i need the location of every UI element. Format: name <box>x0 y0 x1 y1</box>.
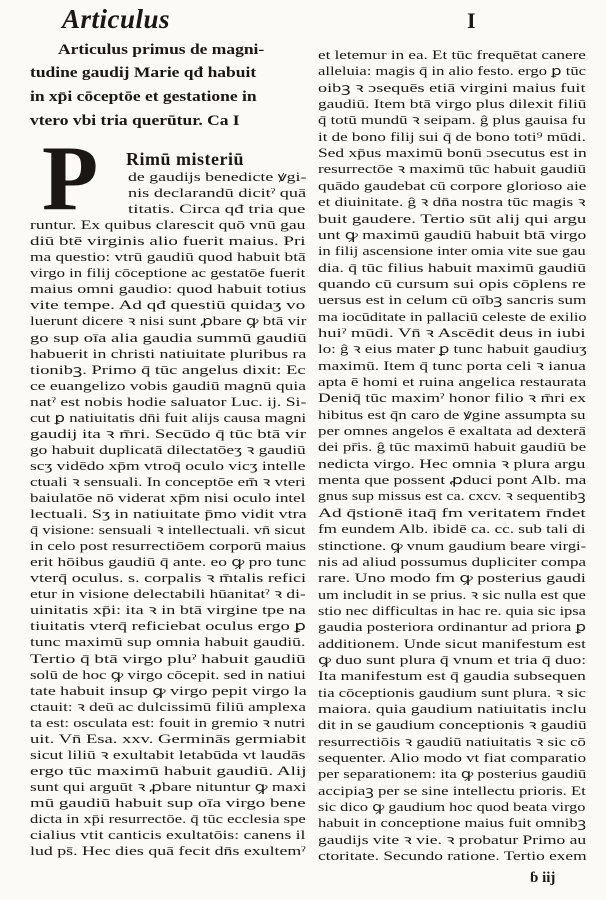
text-line: unt ꝙ maximū gaudiū habuit btā virgo <box>318 227 587 242</box>
text-line: gnus sup missus est ca. cxcv. ꝛ sequentibꝫ <box>318 489 586 504</box>
text-line: ctoritate. Secundo ratione. Tertio exem <box>318 849 587 864</box>
text-line: Deniq̄ tūc maximˀ honor filio ꝛ m̄ri ex <box>318 391 587 406</box>
text-line: accipiaꝫ per se sine intellectu prioris. Et <box>318 783 586 798</box>
text-line: nis ad aliud possumus dupliciter compa <box>318 554 587 569</box>
text-line: gaudij ita ꝛ m̄ri. Secūdo q̄ tūc btā vir <box>30 426 306 441</box>
rubric-line: tudine gaudij Marie qđ habuit <box>30 64 257 81</box>
text-line: per separationem: ita ꝙ posterius gaudiū <box>318 767 587 782</box>
text-line: maximū. Item q̄ tunc porta celi ꝛ ianua <box>318 358 586 373</box>
text-line: cialius vtit canticis exultatōis: canens il <box>30 828 306 843</box>
text-line: sic dico ꝙ gaudium hoc quod beata virgo <box>318 800 586 815</box>
text-line: etur in visione delectabili hūanitatˀ ꝛ di- <box>30 587 306 602</box>
text-line: it de bono filij sui q̄ de bono toti⁹ mūdi. <box>318 129 586 144</box>
rubric-line: vtero vbi tria querūtur. Ca I <box>30 112 240 129</box>
signature-mark: ɓ iij <box>530 870 556 886</box>
text-line: quando cū cursum sui opis cōplens re <box>318 276 586 291</box>
rubric-line: in xp̄i cōceptōe et gestatione in <box>30 88 257 105</box>
text-line: Sed xp̄us maximū bonū ɔsecutus est in <box>318 146 587 161</box>
text-line: in celo post resurrectiōem corporū maius <box>30 539 306 554</box>
text-line: ma iocūditate in pallaciū celeste de exilio <box>318 309 587 324</box>
text-line: scʒ vidēdo xp̄m vtroq̄ oculo vicʒ intelle <box>30 458 306 473</box>
text-line: tia cōceptionis gaudium sunt plura. ꝛ sic <box>318 685 586 700</box>
text-line: tate habuit insup ꝙ virgo pepit virgo la <box>30 683 307 698</box>
text-line: apta ē homi et ruina angelica restaurata <box>318 375 587 389</box>
text-line: lo: ĝ ꝛ eius mater ꝑ tunc habuit gaudiuʒ <box>318 342 587 357</box>
text-line: oibꝫ ꝛ ɔsequēs etiā virgini maius fuit <box>318 80 586 95</box>
text-line: ma questio: vtrū gaudiū quod habuit btā <box>30 250 306 265</box>
text-line: dia. q̄ tūc filius habuit maximū gaudiū <box>318 260 587 275</box>
text-line: habuit in conceptione maius fuit omnibꝫ <box>318 816 587 831</box>
text-line: quādo gaudebat cū corpore glorioso aie <box>318 178 587 193</box>
text-line: stinctione. ꝙ vnum gaudium beare virgi- <box>318 538 587 553</box>
text-line: et letemur in ea. Et tūc frequētat canere <box>318 48 586 62</box>
text-line: virgo in filij cōceptione ac gestatōe fuerit <box>30 266 306 281</box>
text-line: menta que possent ꝓduci pont Alb. ma <box>318 473 587 488</box>
text-line: huiˀ mūdi. Vn̄ ꝛ Ascēdit deus in iubi <box>318 325 586 340</box>
text-line: per omnes angelos ē exaltata ad dexterā <box>318 424 587 439</box>
text-line: vite tempe. Ad qđ questiū quidaʒ vo <box>30 298 306 313</box>
decorated-initial: P <box>42 127 99 229</box>
text-line: solū de hoc ꝙ virgo cōcepit. sed in natiui <box>30 667 306 682</box>
text-line: stio nec difficultas in hac re. quia sic ipsa <box>318 603 586 618</box>
text-line: ctauit: ꝛ deū ac dulcissimū filiū amplexa <box>30 699 306 714</box>
text-line: luerunt dicere ꝛ nisi sunt ꝓbare ꝙ btā vir <box>30 314 307 329</box>
text-line: gaudijs vite ꝛ vie. ꝛ probatur Primo au <box>318 832 587 847</box>
text-line: sequenter. Alio modo vt fiat comparatio <box>318 751 587 766</box>
text-line: tionibꝫ. Primo q̄ tūc angelus dixit: Ec <box>30 362 306 377</box>
text-line: ꝙ duo sunt plura q̄ vnum et tria q̄ duo: <box>318 652 587 667</box>
text-line: ctuali ꝛ sensuali. In conceptōe em̄ ꝛ vteri <box>30 474 306 489</box>
text-line: erit hōibus gaudiū q̄ ante. eo ꝙ pro tunc <box>30 555 307 570</box>
text-line: additionem. Unde sicut manifestum est <box>318 636 586 651</box>
text-line: fm eundem Alb. ibidē ca. cc. sub tali di <box>318 522 586 537</box>
rubric-line: Articulus primus de magni- <box>58 41 265 58</box>
text-line: sicut liliū ꝛ exultabit letabūda vt laudās <box>30 747 306 762</box>
text-line: Tertio q̄ btā virgo pluˀ habuit gaudiū <box>30 651 306 666</box>
text-line: habuerit in christi natiuitate pluribus ra <box>30 346 307 361</box>
text-line: diū btē virginis alio fuerit maius. Pri <box>30 234 306 249</box>
text-line: uit. Vn̄ Esa. xxv. Germinās germiabit <box>30 731 307 746</box>
text-line: resurrectiōis ꝛ gaudiū natiuitatis ꝛ sic cō <box>318 734 586 749</box>
opening-word: Rimū misteriū <box>126 149 244 169</box>
text-line: ta est: osculata est: fouit in gremio ꝛ nutri <box>30 715 306 730</box>
text-line: tunc maximū sup omnia habuit gaudiū. <box>30 635 306 650</box>
text-line: cut ꝑ natiuitatis dn̄i fuit alijs causa magni <box>30 410 307 425</box>
text-line: nedicta virgo. Hec omnia ꝛ plura argu <box>318 456 586 471</box>
text-line: ergo tūc maximū habuit gaudiū. Alij <box>30 763 307 778</box>
text-line: nis declarandū dicitˀ quā <box>128 186 307 201</box>
text-line: gaudia posteriora ordinantur ad priora ꝑ <box>318 620 587 635</box>
text-line: dit in se gaudium conceptionis ꝛ gaudiū <box>318 718 587 733</box>
running-head: Articulus <box>62 4 171 34</box>
text-line: et diuinitate. ĝ ꝛ dn̄a nostra tūc magis ꝛ <box>318 195 586 210</box>
text-line: dei pr̄is. ĝ tūc maximū habuit gaudiū be <box>318 440 587 455</box>
text-line: Ad q̄stionē itaq̄ fm veritatem r̄ndet <box>318 505 586 520</box>
text-line: uersus est in celum cū oībꝫ sancris sum <box>318 293 587 308</box>
text-line: um includit in se prius. ꝛ sic nulla est que <box>318 587 586 602</box>
text-line: ce euangelizo vobis gaudiū magnū quia <box>30 378 306 393</box>
text-line: resurrectōe ꝛ maximū tūc habuit gaudiū <box>318 162 587 177</box>
text-line: sunt qui arguūt ꝛ ꝓbare nituntur ꝙ maxi <box>30 779 307 794</box>
text-line: hibitus est q̄n caro de ꝟgine assumpta su <box>318 407 586 422</box>
text-line: tiuitatis vterq̄ reficiebat oculus ergo ꝑ <box>30 619 306 634</box>
text-line: in filij ascensione inter omia vite sue gau <box>318 244 586 259</box>
text-line: alleluia: magis q̄ in alio festo. ergo ꝑ tūc <box>318 64 586 79</box>
text-line: q̄ visione: sensuali ꝛ intellectuali. vn̄ sicut <box>30 523 306 538</box>
text-line: maiora. quia gaudium natiuitatis inclu <box>318 702 587 716</box>
text-line: gaudiū. Item btā virgo plus dilexit filiū <box>318 97 587 112</box>
text-line: maius omni gaudio: quod habuit totius <box>30 282 307 297</box>
text-line: dicta in xp̄i resurrectōe. q̄ tūc ecclesia spe <box>30 812 306 826</box>
text-line: go sup oīa alia gaudia summū gaudiū <box>30 330 307 345</box>
text-line: baiulatōe nō viderat xp̄m nisi oculo intel <box>30 491 306 505</box>
text-line: lectuali. Sʒ in natiuitate p̄mo vidit vtra <box>30 507 307 522</box>
text-line: buit gaudere. Tertio sūt alij qui argu <box>318 211 587 226</box>
text-line: rare. Uno modo fm ꝙ posterius gaudi <box>318 571 586 586</box>
text-line: vterq̄ oculus. s. corpalis ꝛ m̄talis refici <box>30 571 307 586</box>
text-line: de gaudijs benedicte ꝟgi- <box>128 170 307 184</box>
folio-number: I <box>467 8 476 33</box>
text-line: go habuit duplicatā dilectatōeʒ ꝛ gaudiū <box>30 442 306 457</box>
text-line: q̄ totū mundū ꝛ seipam. ĝ plus gauisa fu <box>318 113 586 128</box>
text-line: natˀ est nobis hodie saluator Luc. ij. Si- <box>30 394 307 409</box>
text-line: titatis. Circa qđ tria que <box>128 202 306 217</box>
text-line: Ita manifestum est q̄ gaudia subsequen <box>318 669 586 684</box>
text-line: mū gaudiū habuit sup oīa virgo bene <box>30 795 306 810</box>
text-line: lud ps̄. Hec dies quā fecit dn̄s exultemˀ <box>30 844 306 859</box>
text-line: runtur. Ex quibus clarescit quō vnū gau <box>30 218 306 233</box>
text-line: uinitatis xp̄i: ita ꝛ in btā virgine tpe na <box>30 603 306 618</box>
